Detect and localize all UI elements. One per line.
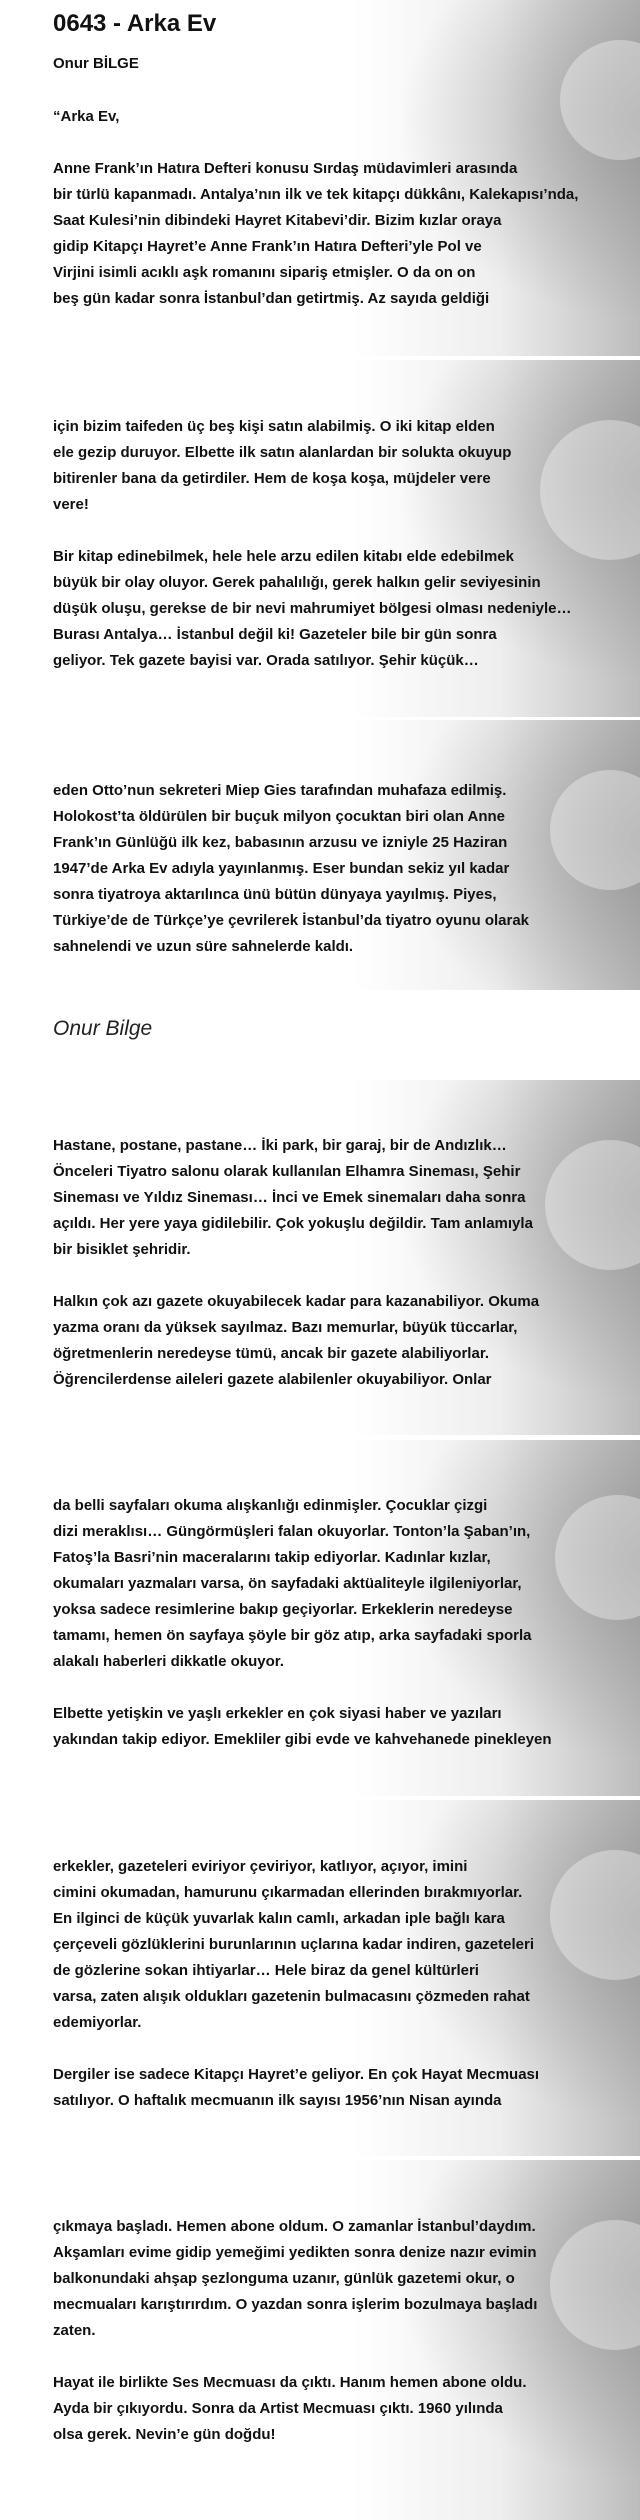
paragraph: çıkmaya başladı. Hemen abone oldum. O zamanlar İstanbul’daydım. Akşamları evime gidip yemeğimi yedikten sonra denize nazır evimin balkonundaki ahşap şezlonguma uzanır, günlük gazetemi okur, o mecmuaları karıştırırdım. O yazdan sonra işlerim bozulmaya başladı zaten. [53,2218,538,2339]
text-panel-4 [0,1080,640,1435]
paragraph: “Arka Ev, [53,108,120,125]
text-panel-7 [0,2160,640,2520]
text-panel-6 [0,1800,640,2156]
paragraph: da belli sayfaları okuma alışkanlığı edinmişler. Çocuklar çizgi dizi meraklısı… Güngörmüşleri falan okuyorlar. Tonton’la Şaban’ın, Fatoş’la Basri’nin maceralarını takip ediyorlar. Kadınlar kızlar, okumaları yazmaları varsa, ön sayfadaki aktüaliteyle ilgileniyorlar, yoksa sadece resimlerine bakıp geçiyorlar. Erkeklerin neredeyse tamamı, hemen ön sayfaya şöyle bir göz atıp, arka sayfadaki sporla alakalı haberleri dikkatle okuyor. [53,1497,532,1670]
panel-text [53,778,618,960]
text-panel-3 [0,720,640,990]
panel-text [53,1133,618,1393]
paragraph: Bir kitap edinebilmek, hele hele arzu edilen kitabı elde edebilmek büyük bir olay oluyor. Gerek pahalılığı, gerek halkın gelir seviyesinin düşük oluşu, gerekse de bir nevi mahrumiyet bölgesi olması nedeniyle… Burası Antalya… İstanbul değil ki! Gazeteler bile bir gün sonra geliyor. Tek gazete bayisi var. Orada satılıyor. Şehir küçük… [53,548,572,669]
paragraph: Halkın çok azı gazete okuyabilecek kadar para kazanabiliyor. Okuma yazma oranı da yüksek sayılmaz. Bazı memurlar, büyük tüccarlar, öğretmenlerin neredeyse tümü, ancak bir gazete alabiliyorlar. Öğrencilerdense aileleri gazete alabilenler okuyabiliyor. Onlar [53,1293,540,1388]
page-title: 0643 - Arka Ev [53,10,217,37]
panel-text [53,2214,618,2448]
paragraph: Hayat ile birlikte Ses Mecmuası da çıktı. Hanım hemen abone oldu. Ayda bir çıkıyordu. Sonra da Artist Mecmuası çıktı. 1960 yılında olsa gerek. Nevin’e gün doğdu! [53,2374,527,2443]
paragraph: için bizim taifeden üç beş kişi satın alabilmiş. O iki kitap elden ele gezip duruyor. Elbette ilk satın alanlardan bir solukta okuyup bitirenler bana da getirdiler. Hem de koşa koşa, müjdeler vere vere! [53,418,512,513]
panel-text [53,1493,618,1753]
panel-text [53,1854,618,2114]
text-panel-2 [0,360,640,717]
paragraph: Dergiler ise sadece Kitapçı Hayret’e geliyor. En çok Hayat Mecmuası satılıyor. O haftalık mecmuanın ilk sayısı 1956’nın Nisan ayında [53,2066,540,2109]
author-signature: Onur Bilge [53,1017,153,1040]
paragraph: Elbette yetişkin ve yaşlı erkekler en çok siyasi haber ve yazıları yakından takip ediyor. Emekliler gibi evde ve kahvehanede pinekleyen [53,1705,552,1748]
paragraph: Hastane, postane, pastane… İki park, bir garaj, bir de Andızlık… Önceleri Tiyatro salonu olarak kullanılan Elhamra Sineması, Şehir Sineması ve Yıldız Sineması… İnci ve Emek sinemaları daha sonra açıldı. Her yere yaya gidilebilir. Çok yokuşlu değildir. Tam anlamıyla bir bisiklet şehridir. [53,1137,533,1258]
paragraph: Anne Frank’ın Hatıra Defteri konusu Sırdaş müdavimleri arasında bir türlü kapanmadı. Antalya’nın ilk ve tek kitapçı dükkânı, Kalekapısı’nda, Saat Kulesi’nin dibindeki Hayret Kitabevi’dir. Bizim kızlar oraya gidip Kitapçı Hayret’e Anne Frank’ın Hatıra Defteri’yle Pol ve Virjini isimli acıklı aşk romanını sipariş etmişler. O da on on beş gün kadar sonra İstanbul’dan getirtmiş. Az sayıda geldiği [53,160,579,307]
text-panel-1 [0,0,640,356]
author-name: Onur BİLGE [53,55,139,72]
panel-text [53,414,618,674]
paragraph: eden Otto’nun sekreteri Miep Gies tarafından muhafaza edilmiş. Holokost’ta öldürülen bir buçuk milyon çocuktan biri olan Anne Frank’ın Günlüğü ilk kez, babasının arzusu ve izniyle 25 Haziran 1947’de Arka Ev adıyla yayınlanmış. Eser bundan sekiz yıl kadar sonra tiyatroya aktarılınca ünü bütün dünyaya yayılmış. Piyes, Türkiye’de de Türkçe’ye çevrilerek İstanbul’da tiyatro oyunu olarak sahnelendi ve uzun süre sahnelerde kaldı. [53,782,530,955]
text-panel-5 [0,1440,640,1796]
panel-text [53,104,618,312]
paragraph: erkekler, gazeteleri eviriyor çeviriyor, katlıyor, açıyor, imini cimini okumadan, hamurunu çıkarmadan ellerinden bırakmıyorlar. En ilginci de küçük yuvarlak kalın camlı, arkadan iple bağlı kara çerçeveli gözlüklerini burunlarının uçlarına kadar indiren, gazeteleri de gözlerine sokan ihtiyarlar… Hele biraz da genel kültürleri varsa, zaten alışık oldukları gazetenin bulmacasını çözmeden rahat edemiyorlar. [53,1858,534,2031]
